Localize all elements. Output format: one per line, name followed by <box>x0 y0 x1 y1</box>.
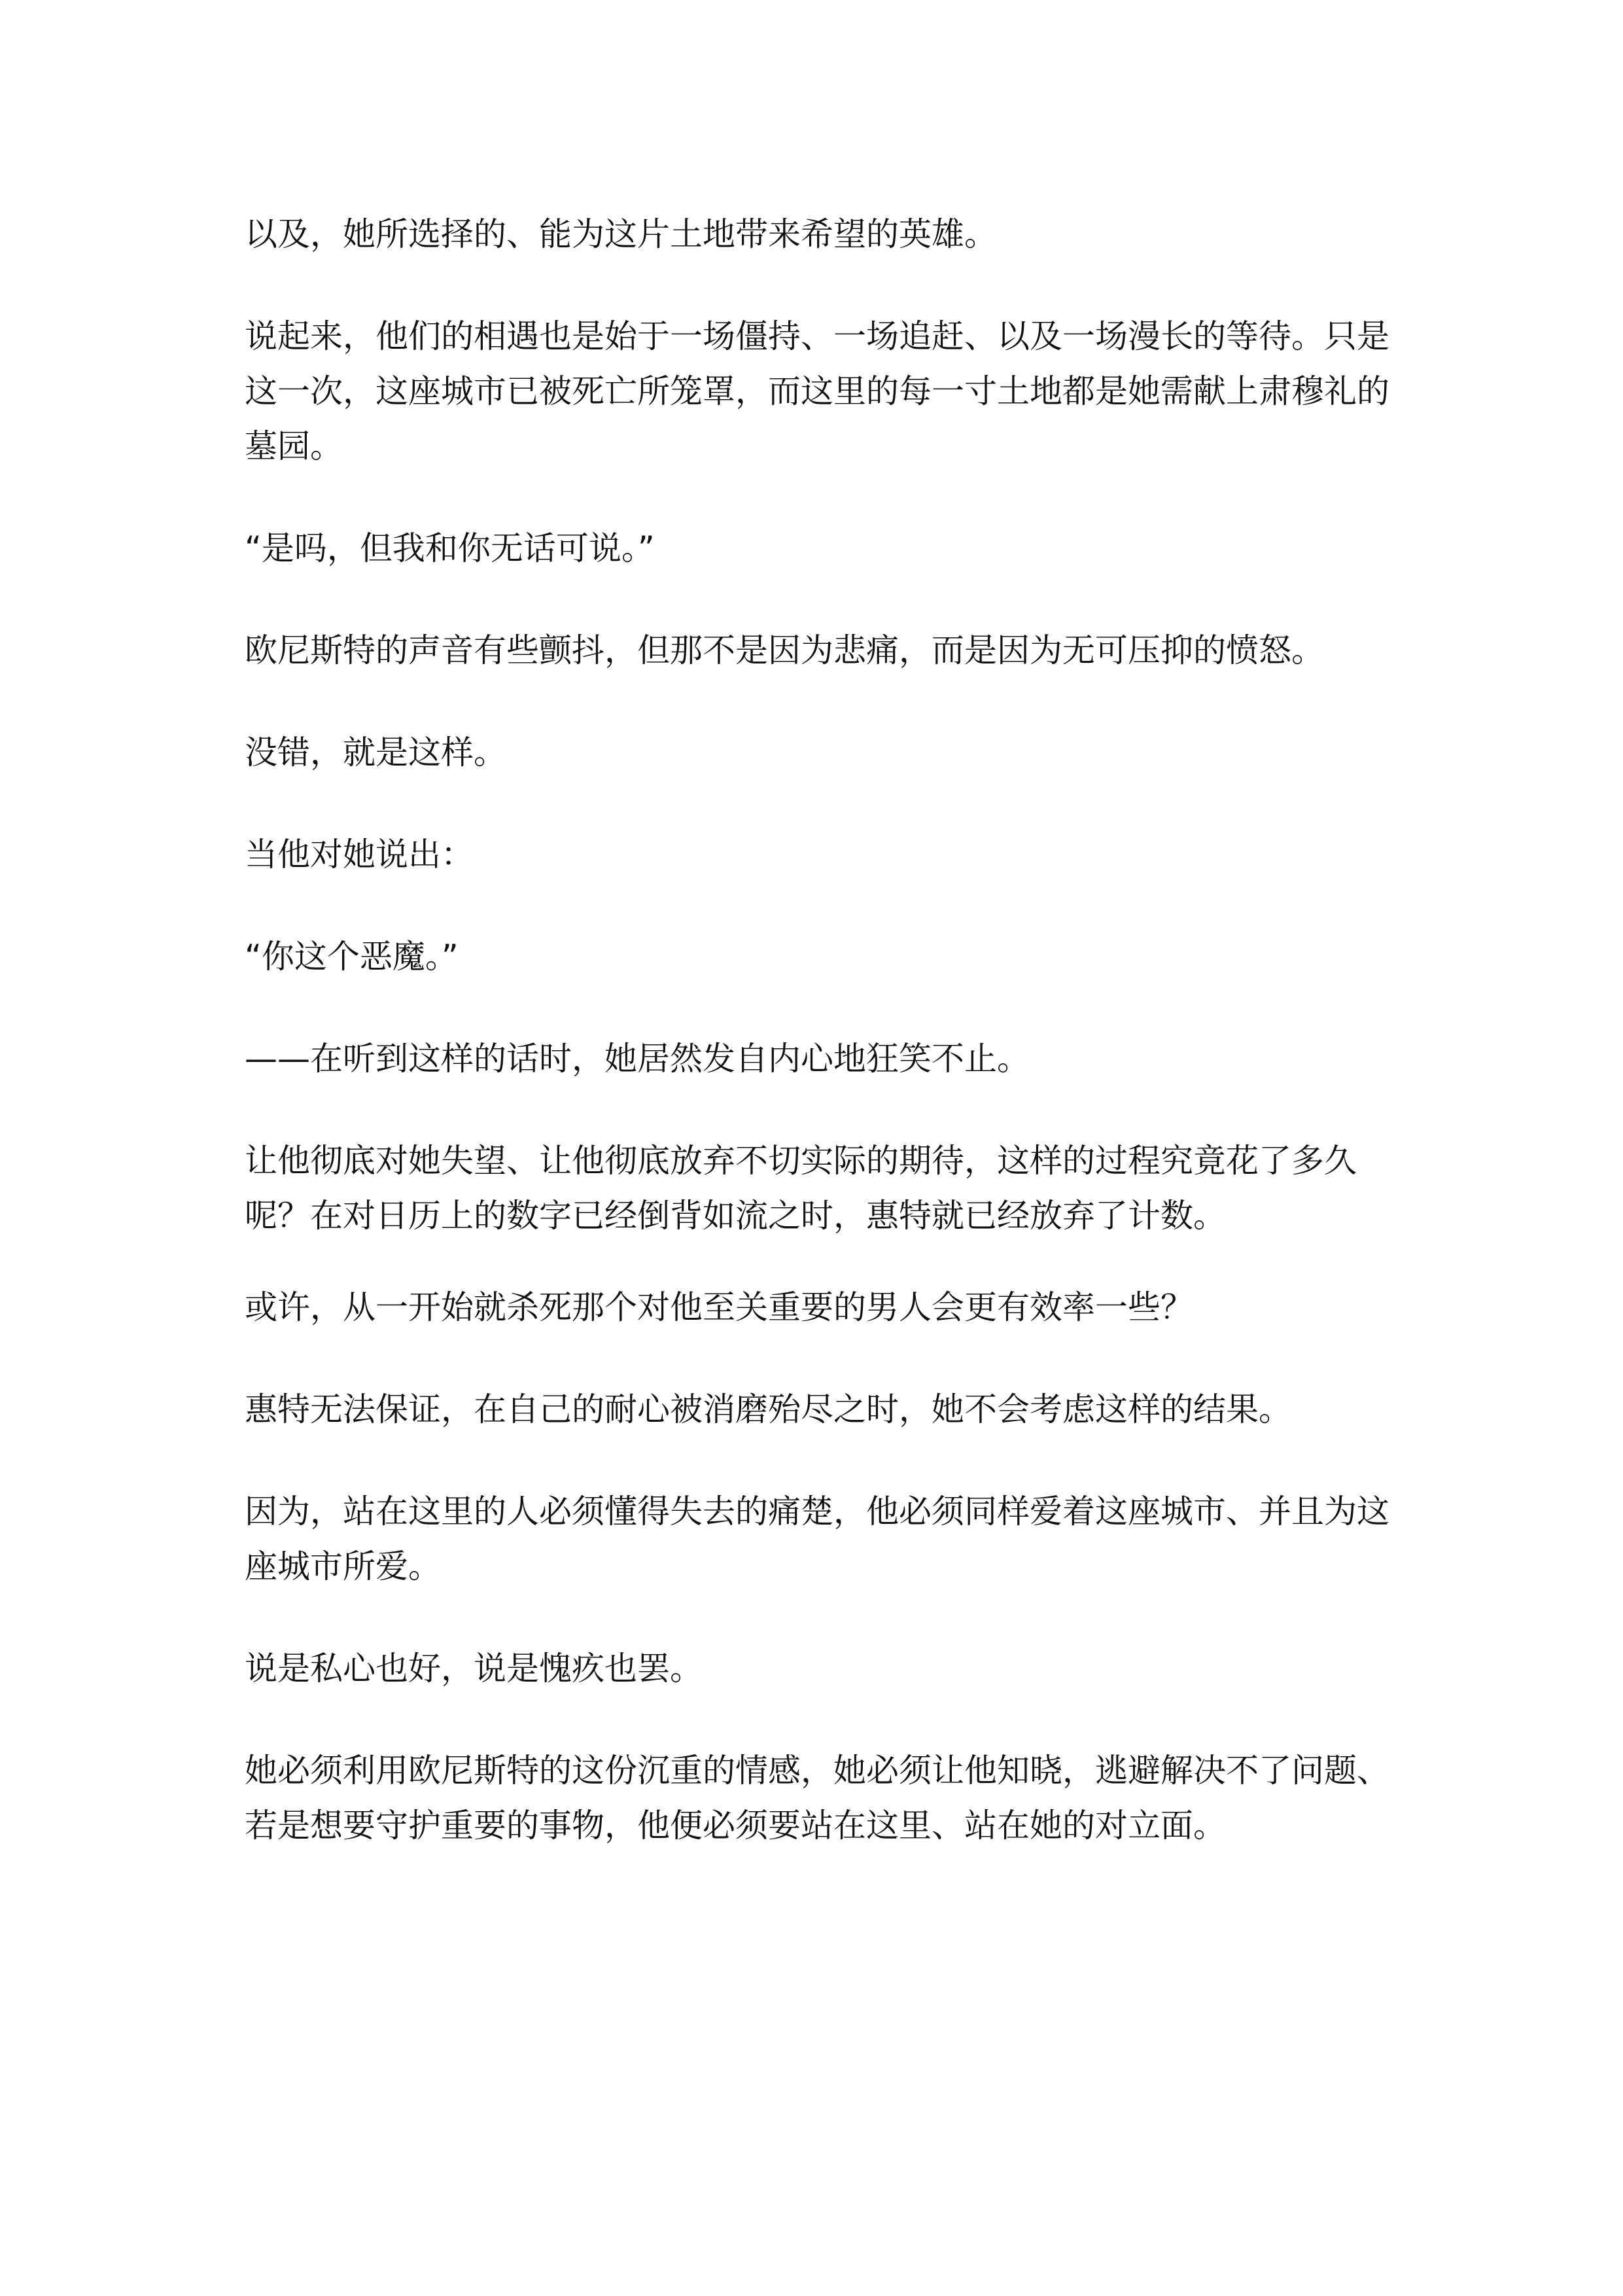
body-text <box>245 207 1396 1900</box>
paragraph: 或许，从一开始就杀死那个对他至关重要的男人会更有效率一些？ <box>245 1288 1193 1326</box>
paragraph: 让他彻底对她失望、让他彻底放弃不切实际的期待，这样的过程究竟花了多久呢？在对日历上的数字已经倒背如流之时，惠特就已经放弃了计数。 <box>245 1142 1357 1235</box>
paragraph: “是吗，但我和你无话可说。” <box>245 529 655 567</box>
paragraph: 因为，站在这里的人必须懂得失去的痛楚，他必须同样爱着这座城市、并且为这座城市所爱。 <box>245 1492 1389 1585</box>
paragraph: ——在听到这样的话时，她居然发自内心地狂笑不止。 <box>245 1040 1030 1078</box>
paragraph: 当他对她说出： <box>245 836 474 874</box>
paragraph: 说是私心也好，说是愧疚也罢。 <box>245 1650 703 1687</box>
paragraph: 惠特无法保证，在自己的耐心被消磨殆尽之时，她不会考虑这样的结果。 <box>245 1390 1291 1428</box>
paragraph: 她必须利用欧尼斯特的这份沉重的情感，她必须让他知晓，逃避解决不了问题、若是想要守护重要的事物，他便必须要站在这里、站在她的对立面。 <box>245 1752 1389 1845</box>
paragraph: 说起来，他们的相遇也是始于一场僵持、一场追赶、以及一场漫长的等待。只是这一次，这座城市已被死亡所笼罩，而这里的每一寸土地都是她需献上肃穆礼的墓园。 <box>245 317 1389 465</box>
paragraph: “你这个恶魔。” <box>245 938 459 976</box>
paragraph: 没错，就是这样。 <box>245 733 506 771</box>
paragraph: 以及，她所选择的、能为这片土地带来希望的英雄。 <box>245 215 997 253</box>
paragraph: 欧尼斯特的声音有些颤抖，但那不是因为悲痛，而是因为无可压抑的愤怒。 <box>245 631 1324 669</box>
